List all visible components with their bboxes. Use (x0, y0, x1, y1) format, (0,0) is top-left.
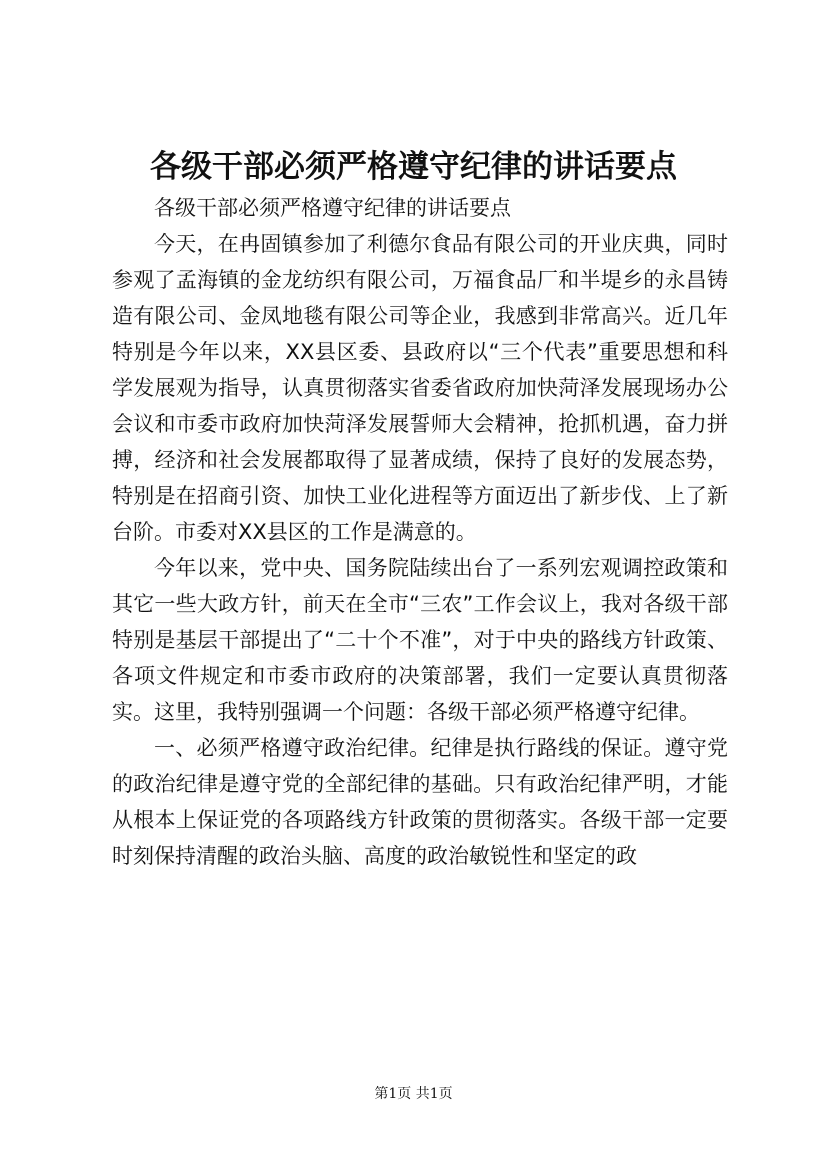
paragraph-2: 今年以来，党中央、国务院陆续出台了一系列宏观调控政策和其它一些大政方针，前天在全市“三农”工作会议上，我对各级干部特别是基层干部提出了“二十个不准”，对于中央的路线方针政策、各项文件规定和市委市政府的决策部署，我们一定要认真贯彻落实。这里，我特别强调一个问题：各级干部必须严格遵守纪律。 (112, 556, 728, 724)
paragraph-subtitle: 各级干部必须严格遵守纪律的讲话要点 (154, 196, 511, 220)
page-footer: 第1页 共1页 (374, 1086, 453, 1102)
paragraph-1: 今天，在冉固镇参加了利德尔食品有限公司的开业庆典，同时参观了孟海镇的金龙纺织有限公司，万福食品厂和半堤乡的永昌铸造有限公司、金凤地毯有限公司等企业，我感到非常高兴。近几年特别是今年以来，XX县区委、县政府以“三个代表”重要思想和科学发展观为指导，认真贯彻落实省委省政府加快菏泽发展现场办公会议和市委市政府加快菏泽发展誓师大会精神，抢抓机遇，奋力拼搏，经济和社会发展都取得了显著成绩，保持了良好的发展态势，特别是在招商引资、加快工业化进程等方面迈出了新步伐、上了新台阶。市委对XX县区的工作是满意的。 (112, 232, 728, 544)
document-title: 各级干部必须严格遵守纪律的讲话要点 (150, 149, 677, 185)
paragraph-3: 一、必须严格遵守政治纪律。纪律是执行路线的保证。遵守党的政治纪律是遵守党的全部纪律的基础。只有政治纪律严明，才能从根本上保证党的各项路线方针政策的贯彻落实。各级干部一定要时刻保持清醒的政治头脑、高度的政治敏锐性和坚定的政 (112, 736, 728, 868)
document-body (112, 190, 728, 874)
